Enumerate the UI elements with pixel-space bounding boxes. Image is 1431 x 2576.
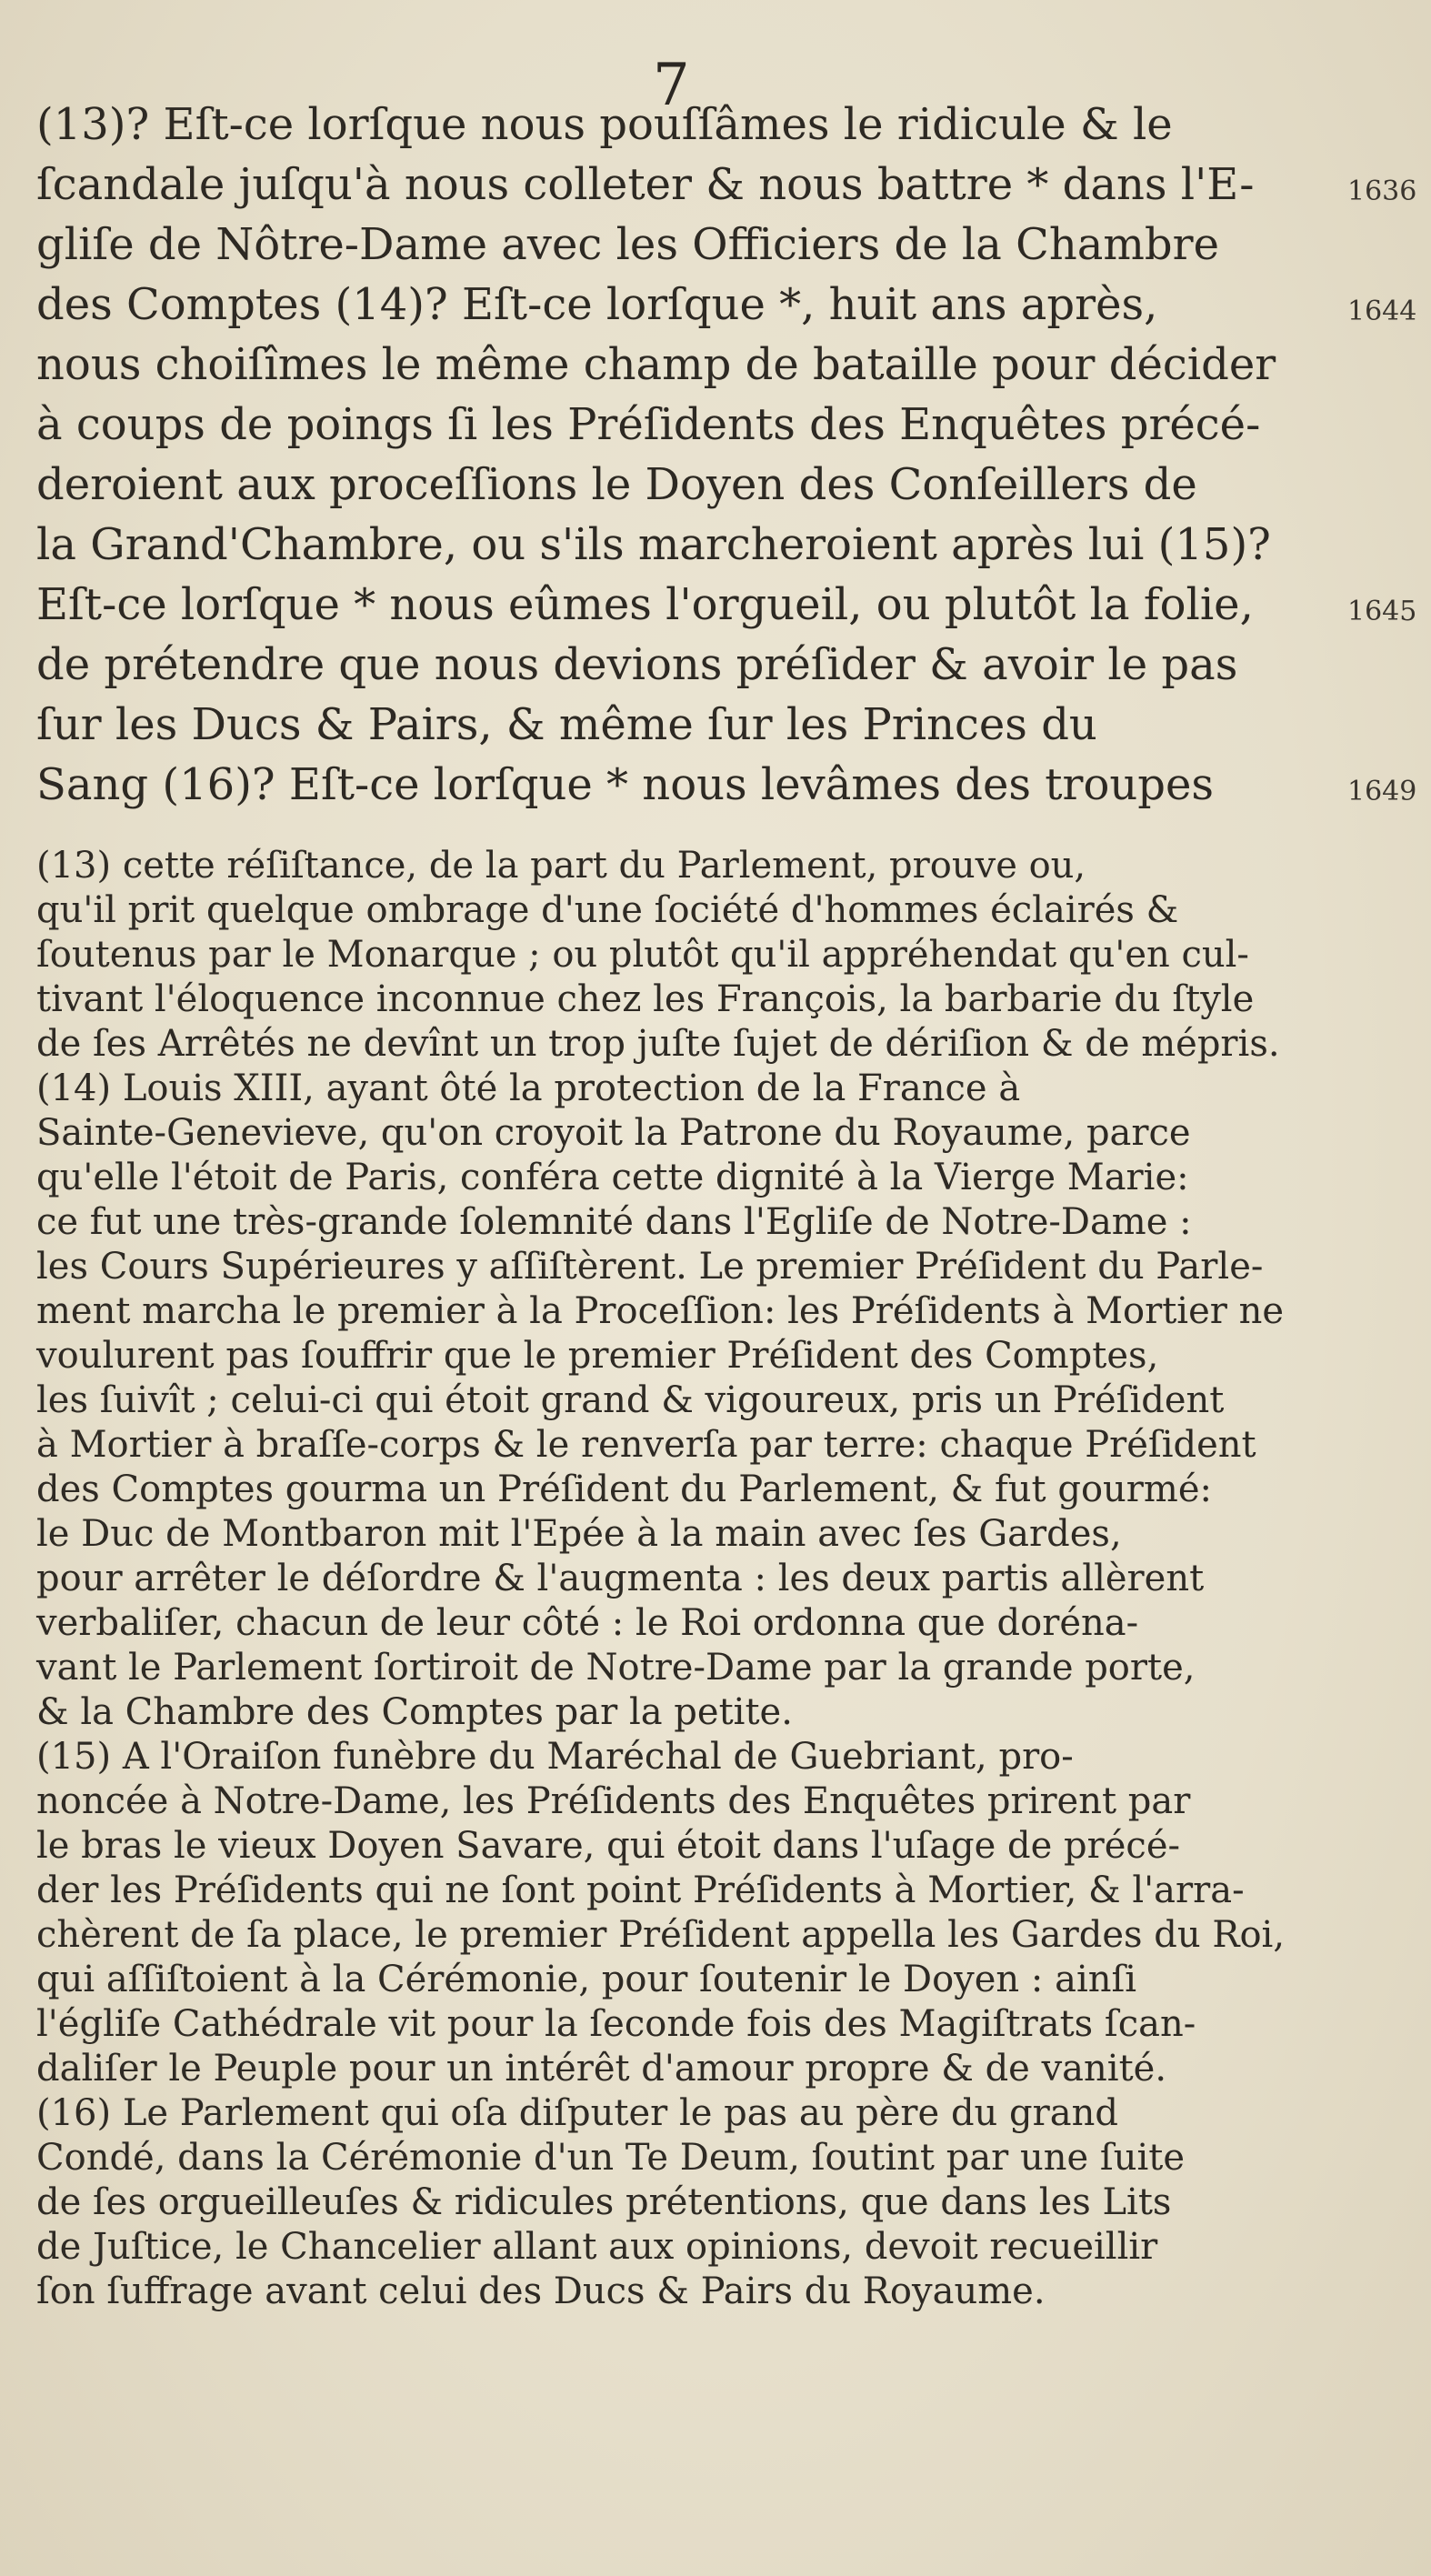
page-number: 7	[653, 52, 690, 119]
margin-year: 1645	[1347, 596, 1417, 627]
main-text	[36, 95, 1346, 815]
footnote-line: ſoutenus par le Monarque ; ou plutôt qu'il appréhendat qu'en cul-	[36, 934, 1249, 976]
footnote-line: & la Chambre des Comptes par la petite.	[36, 1691, 793, 1733]
margin-year: 1644	[1347, 296, 1417, 327]
footnote-line: ce fut une très-grande ſolemnité dans l'Egliſe de Notre-Dame :	[36, 1201, 1192, 1243]
footnotes	[36, 844, 1400, 2314]
footnote-line: voulurent pas ſouffrir que le premier Préſident des Comptes,	[36, 1335, 1159, 1377]
footnote-line: qu'elle l'étoit de Paris, conféra cette dignité à la Vierge Marie:	[36, 1157, 1189, 1198]
main-line: des Comptes (14)? Eſt-ce lorſque *, huit ans après,	[36, 279, 1158, 330]
main-line: ſcandale juſqu'à nous colleter & nous battre * dans l'E-	[36, 159, 1255, 210]
footnote-line: les Cours Supérieures y aſſiſtèrent. Le premier Préſident du Parle-	[36, 1246, 1264, 1288]
footnote-line: à Mortier à braſſe-corps & le renverſa par terre: chaque Préſident	[36, 1424, 1256, 1466]
footnote-line: des Comptes gourma un Préſident du Parlement, & fut gourmé:	[36, 1468, 1212, 1510]
footnote-line: l'égliſe Cathédrale vit pour la ſeconde fois des Magiſtrats ſcan-	[36, 2003, 1196, 2045]
main-line: gliſe de Nôtre-Dame avec les Officiers de la Chambre	[36, 219, 1219, 270]
footnote-line: pour arrêter le déſordre & l'augmenta : les deux partis allèrent	[36, 1558, 1205, 1599]
footnote-line: de ſes Arrêtés ne devînt un trop juſte ſujet de dériſion & de mépris.	[36, 1023, 1280, 1065]
main-line: la Grand'Chambre, ou s'ils marcheroient après lui (15)?	[36, 519, 1271, 570]
footnote-line: qui aſſiſtoient à la Cérémonie, pour ſoutenir le Doyen : ainſi	[36, 1959, 1137, 2000]
footnote-line: de Juſtice, le Chancelier allant aux opinions, devoit recueillir	[36, 2226, 1158, 2268]
main-line: nous choiſîmes le même champ de bataille pour décider	[36, 339, 1276, 390]
footnote-line: de ſes orgueilleuſes & ridicules prétentions, que dans les Lits	[36, 2181, 1172, 2223]
main-line: de prétendre que nous devions préſider & avoir le pas	[36, 639, 1238, 690]
footnote-line: daliſer le Peuple pour un intérêt d'amour propre & de vanité.	[36, 2048, 1167, 2090]
footnote-line: (15) A l'Oraiſon funèbre du Maréchal de Guebriant, pro-	[36, 1736, 1074, 1778]
footnote-line: (14) Louis XIII, ayant ôté la protection de la France à	[36, 1067, 1021, 1109]
footnote-line: qu'il prit quelque ombrage d'une ſociété d'hommes éclairés &	[36, 889, 1179, 931]
footnote-line: les ſuivît ; celui-ci qui étoit grand & vigoureux, pris un Préſident	[36, 1379, 1225, 1421]
footnote-line: le Duc de Montbaron mit l'Epée à la main avec ſes Gardes,	[36, 1513, 1122, 1555]
footnote-line: ment marcha le premier à la Proceſſion: les Préſidents à Mortier ne	[36, 1290, 1285, 1332]
footnote-line: Sainte-Genevieve, qu'on croyoit la Patrone du Royaume, parce	[36, 1112, 1191, 1154]
footnote-line: le bras le vieux Doyen Savare, qui étoit dans l'uſage de précé-	[36, 1825, 1181, 1867]
footnote-line: vant le Parlement ſortiroit de Notre-Dame par la grande porte,	[36, 1647, 1196, 1689]
main-line: (13)? Eſt-ce lorſque nous pouſſâmes le ridicule & le	[36, 99, 1173, 150]
main-line: à coups de poings ſi les Préſidents des Enquêtes précé-	[36, 399, 1261, 450]
margin-year: 1649	[1347, 776, 1417, 807]
footnote-line: tivant l'éloquence inconnue chez les François, la barbarie du ſtyle	[36, 978, 1255, 1020]
main-line: deroient aux proceſſions le Doyen des Conſeillers de	[36, 459, 1197, 510]
main-line: Eſt-ce lorſque * nous eûmes l'orgueil, ou plutôt la folie,	[36, 579, 1254, 630]
main-line: ſur les Ducs & Pairs, & même ſur les Princes du	[36, 699, 1097, 750]
main-line: Sang (16)? Eſt-ce lorſque * nous levâmes des troupes	[36, 759, 1215, 810]
footnote-line: noncée à Notre-Dame, les Préſidents des Enquêtes prirent par	[36, 1780, 1191, 1822]
footnote-line: (16) Le Parlement qui oſa diſputer le pas au père du grand	[36, 2092, 1118, 2134]
footnote-line: Condé, dans la Cérémonie d'un Te Deum, ſoutint par une ſuite	[36, 2137, 1186, 2179]
footnote-line: verbaliſer, chacun de leur côté : le Roi ordonna que doréna-	[36, 1602, 1139, 1644]
footnote-line: chèrent de ſa place, le premier Préſident appella les Gardes du Roi,	[36, 1914, 1286, 1956]
footnote-line: der les Préſidents qui ne ſont point Préſidents à Mortier, & l'arra-	[36, 1869, 1245, 1911]
footnote-line: ſon ſuffrage avant celui des Ducs & Pairs du Royaume.	[36, 2270, 1046, 2312]
margin-year: 1636	[1347, 175, 1417, 207]
footnote-line: (13) cette réſiſtance, de la part du Parlement, prouve ou,	[36, 845, 1086, 887]
